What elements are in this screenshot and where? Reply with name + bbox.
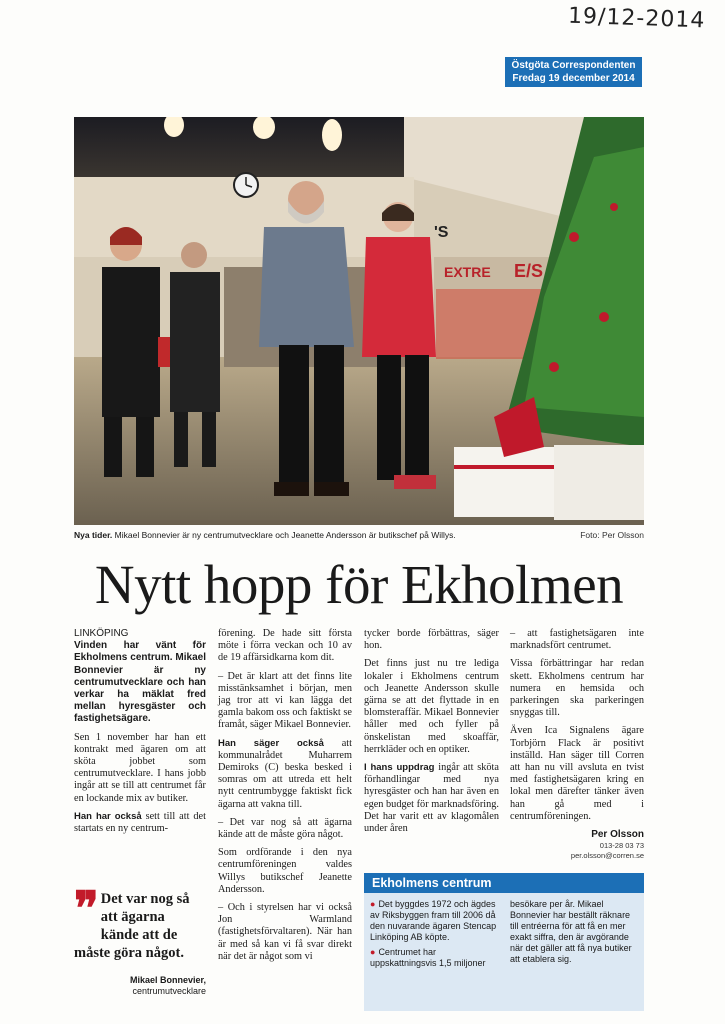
store-sign-2: E/S [514, 261, 544, 281]
quote-name: Mikael Bonnevier, [129, 975, 206, 985]
paragraph: – Och i styrelsen har vi också Jon Warmland (fastighetsförvaltaren). När han är med så kan vi få svar direkt när det är något som vi [218, 902, 352, 962]
headline: Nytt hopp för Ekholmen [94, 554, 624, 615]
paragraph: Som ordförande i den nya centrumföreningen valdes Willys butikschef Jeanette Andersson. [218, 847, 352, 895]
caption-text: Mikael Bonnevier är ny centrumutvecklare och Jeanette Andersson är butikschef på Willys. [112, 530, 456, 540]
caption-lead: Nya tider. [74, 530, 113, 540]
byline-email: per.olsson@corren.se [570, 851, 644, 861]
fact-box [364, 873, 644, 1013]
photo-caption [74, 530, 544, 540]
article-column-3 [364, 628, 499, 841]
quote-attribution [74, 975, 206, 997]
fact-box-left [370, 899, 498, 973]
paragraph: Sen 1 november har han ett kontrakt med ägaren om att sköta jobbet som centrumutvecklare. I hans jobb ingår att se till att centrumet får en lockande mix av butiker. [74, 731, 206, 804]
paragraph: – Det är klart att det finns lite misstänksamhet i början, men jag tror att vi kan lägga det gamla bakom oss och faktiskt se framåt, säger Mikael Bonnevier. [218, 670, 352, 731]
quote-title: centrumutvecklare [132, 986, 206, 996]
byline-contact [510, 841, 644, 861]
subhead: Han har också [74, 810, 142, 822]
subhead: Han säger också [218, 737, 324, 749]
source-label [505, 57, 642, 87]
paragraph: tycker borde förbättras, säger hon. [364, 628, 499, 652]
bullet-icon: ● [370, 947, 376, 957]
paragraph: – att fastighetsägaren inte marknadsfört centrumet. [510, 628, 644, 652]
paragraph: Han säger också att kommunalrådet Muharrem Demiroks (C) beska besked i somras om att utreda ett helt nytt centrumbygge faktiskt fick ägarna att vakna till. [218, 737, 352, 810]
fact-box-body [364, 893, 644, 1011]
pull-quote [74, 883, 206, 962]
handwritten-date: 19/12-2014 [567, 3, 706, 34]
paragraph: I hans uppdrag ingår att sköta förhandlingar med nya hyresgäster och han har även en egen budget för marknadsföring. Det har varit ett av klagomålen under åren [364, 762, 499, 835]
store-sign-3: 'S [434, 224, 449, 241]
paragraph: – Det var nog så att ägarna kände att de måste göra något. [218, 816, 352, 841]
paragraph: förening. De hade sitt första möte i förra veckan och 10 av de 19 affärsidkarna kom dit. [218, 628, 352, 664]
article-photo [74, 117, 644, 525]
photo-credit: Foto: Per Olsson [580, 530, 644, 540]
fact-box-right: besökare per år. Mikael Bonnevier har beställt räknare till entréerna för att få en mer exakt siffra, den är avgörande när det gäller att få nya butiker att etablera sig. [510, 899, 632, 964]
article-lead: Vinden har vänt för Ekholmens centrum. Mikael Bonnevier är ny centrumutvecklare och han verkar ha mäklat fred mellan hyresgäster och fastighetsägare. [74, 640, 206, 725]
fact-item: ● Det byggdes 1972 och ägdes av Riksbyggen fram till 2006 då den nuvarande ägaren Stencap Linköping AB köpte. [370, 899, 497, 942]
article-column-2 [218, 628, 352, 969]
byline: Per Olsson [591, 829, 644, 841]
subhead: I hans uppdrag [364, 762, 435, 774]
store-sign: EXTRE [444, 264, 491, 280]
dateline: LINKÖPING [74, 628, 129, 639]
quote-mark-icon: ❞ [74, 883, 99, 934]
quote-text: Det var nog så att ägarna kände att de måste göra något. [74, 891, 190, 961]
paragraph: Vissa förbättringar har redan skett. Ekholmens centrum har numera en hemsida och parkeringen ska parkeringen snyggas till. [510, 658, 644, 719]
paragraph: Även Ica Signalens ägare Torbjörn Flack är positivt inställd. Han säger till Corren att han nu vill avsluta en tvist med fastighetsägaren kring en lokal men därefter tänker även han gå med i centrumföreningen. [510, 725, 644, 822]
paragraph: Han har också sett till att det startats en ny centrum- [74, 810, 206, 835]
article-column-1 [74, 628, 206, 841]
article-column-4 [510, 628, 644, 861]
fact-box-title: Ekholmens centrum [364, 873, 644, 893]
byline-phone: 013-28 03 73 [599, 841, 644, 851]
fact-item: ● Centrumet har uppskattningsvis 1,5 miljoner [370, 947, 486, 968]
source-name: Östgöta Correspondenten [511, 60, 636, 71]
bullet-icon: ● [370, 899, 376, 909]
source-date: Fredag 19 december 2014 [512, 73, 635, 84]
paragraph: Det finns just nu tre lediga lokaler i Ekholmens centrum och Jeanette Andersson skulle gärna se att det flyttade in en blomsteraffär. Mikael Bonnevier håller med och fyller på önskelistan med skoaffär, herrkläder och en optiker. [364, 658, 499, 755]
